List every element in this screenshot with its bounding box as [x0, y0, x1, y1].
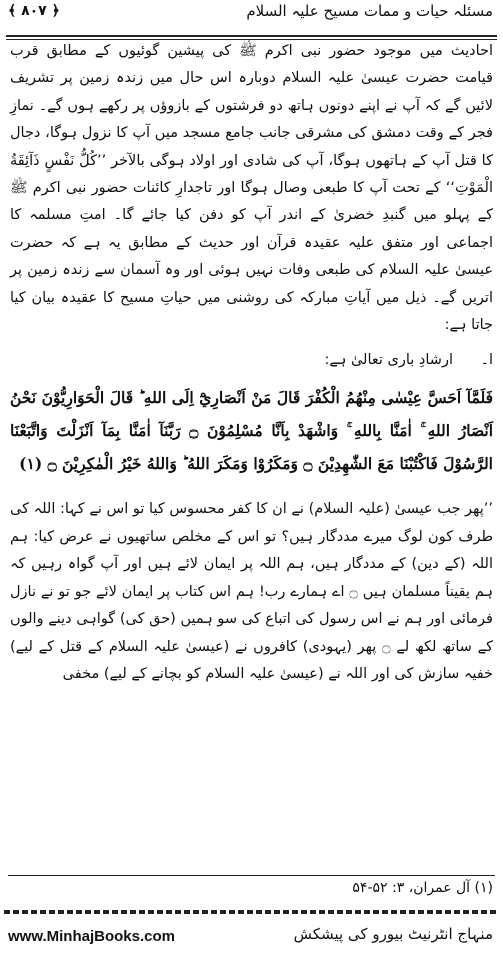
header-rule [6, 35, 497, 37]
running-title: مسئلہ حیات و ممات مسیح علیہ السلام [246, 2, 493, 20]
footer-website-link[interactable]: www.MinhajBooks.com [8, 928, 175, 945]
page-body [10, 38, 493, 703]
quran-verse: فَلَمَّآ اَحَسَّ عِيْسٰى مِنْهُمُ الْكُفْرَ قَالَ مَنْ اَنْصَارِيْٓ اِلَى اللهِ ؕ قَالَ الْحَوَارِيُّوْنَ نَحْنُ اَنْصَارُ اللهِ ۚ اٰمَنَّا بِاللهِ ۚ وَاشْهَدْ بِاَنَّا مُسْلِمُوْنَ ۝ رَبَّنَآ اٰمَنَّا بِمَآ اَنْزَلْتَ وَاتَّبَعْنَا الرَّسُوْلَ فَاكْتُبْنَا مَعَ الشّٰهِدِيْنَ ۝ وَمَكَرُوْا وَمَكَرَ اللهُ ؕ وَاللهُ خَيْرُ الْمٰكِرِيْنَ ۝ (۱) [10, 388, 493, 474]
footer-credit: منہاج انٹرنیٹ بیورو کی پیشکش [293, 925, 493, 943]
verse-translation: ’’پھر جب عیسیٰ (علیہ السلام) نے ان کا کفر محسوس کیا تو اس نے کہا: اللہ کی طرف کون لوگ میرے مددگار ہیں؟ تو اس کے مخلص ساتھیوں نے عرض کیا: ہم اللہ (کے دین) کے مددگار ہیں، ہم اللہ پر ایمان لائے ہیں اور آپ گواہ رہیں کہ ہم یقیناً مسلمان ہیں ۝ اے ہمارے رب! ہم اس کتاب پر ایمان لائے جو تو نے نازل فرمائی اور ہم نے اس رسول کی اتباع کی سو ہمیں (حق کی) گواہی دینے والوں کے ساتھ لکھ لے ۝ پھر (یہودی) کافروں نے (عیسیٰ علیہ السلام کے قتل کے لیے) خفیہ سازش کی اور اللہ نے (عیسیٰ علیہ السلام کو بچانے کے لیے) مخفی [10, 501, 494, 682]
page-header [0, 0, 503, 26]
item-number: ا۔ [480, 352, 493, 369]
footer-border [4, 910, 499, 914]
item-heading-text: ارشادِ باری تعالیٰ ہے: [324, 352, 453, 369]
footnote-divider [8, 875, 495, 876]
intro-paragraph: احادیث میں موجود حضور نبی اکرم ﷺ کی پیشین گوئیوں کے مطابق قرب قیامت حضرت عیسیٰ علیہ السلام دوبارہ اس حال میں زندہ زمین پر تشریف لائیں گے کہ آپ نے اپنے دونوں ہاتھ دو فرشتوں کے بازوؤں پر رکھے ہوں گے۔ نمازِ فجر کے وقت دمشق کی مشرقی جانب جامع مسجد میں آپ کا نزول ہوگا، دجال کا قتل آپ کے ہاتھوں ہوگا، آپ کی شادی اور اولاد ہوگی بالآخر ’’کُلُّ نَفْسٍ ذَآئِقَةُ الْمَوْتِ‘‘ کے تحت آپ کا طبعی وصال ہوگا اور تاجدارِ کائنات حضور نبی اکرم ﷺ کے پہلو میں گنبدِ خضریٰ کے اندر آپ کو دفن کیا جائے گا۔ امتِ مسلمہ کا اجماعی اور متفق علیہ عقیدہ قرآن اور حدیث کے مطابق یہ ہے کہ حضرت عیسیٰ علیہ السلام کی طبعی وفات نہیں ہوئی اور وہ آسمان سے زندہ زمین پر اتریں گے۔ ذیل میں آیاتِ مبارکہ کی روشنی میں حیاتِ مسیح کا عقیدہ بیان کیا جاتا ہے: [10, 43, 493, 334]
list-item-heading [10, 347, 493, 373]
page-number: ﴿ ۸۰۷ ﴾ [8, 3, 60, 19]
footnote: (۱) آل عمران، ۳: ۵۲-۵۴ [352, 880, 493, 896]
